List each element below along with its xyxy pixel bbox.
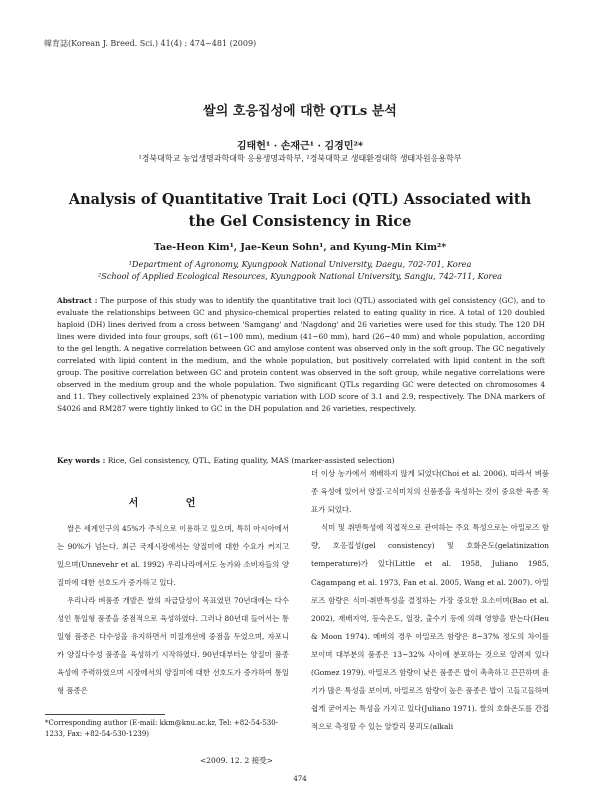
footnote-divider bbox=[45, 714, 165, 715]
abstract-text: The purpose of this study was to identify the quantitative trait loci (QTL) associated with gel consistency (GC), and to evaluate the relationships between GC and physico-chemical properties related to eating quality in rice. A total of 120 doubled haploid (DH) lines derived from a cross between 'Samgang' and 'Nagdong' and 26 varieties were used for this study. The 120 DH lines were divided into four groups, soft (61~100 mm), medium (41~60 mm), hard (26~40 mm) and whole population, according to the gel length. A negative correlation between GC and amylose content was observed only in the soft group. The GC negatively correlated with lipid content in the medium, and the whole population, but positively correlated with lipid content in the soft group. The positive correlation between GC and protein content was observed in the soft group, while negative correlations were observed in the medium group and the whole population. Two significant QTLs regarding GC were detected on chromosomes 4 and 11. They collectively explained 23% of phenotypic variation with LOD score of 3.1 and 2.9, respectively. The DNA markers of S4026 and RM287 were tightly linked to GC in the DH population and 26 varieties, respectively. bbox=[57, 296, 545, 413]
keywords-text: Rice, Gel consistency, QTL, Eating quality, MAS (marker-assisted selection) bbox=[107, 456, 395, 465]
intro-paragraph-2: 우리나라 벼품종 개발은 쌀의 자급달성이 목표였던 70년대에는 다수성인 통일형 품종을 중점적으로 육성하였다. 그러나 80년대 들어서는 통일형 품종은 다수성을 유지하면서 미질개선에 중점을 두었으며, 자포니카 양질다수성 품종을 육성하기 시작하였다. 90년대부터는 양질미 품종육성에 주력하였으며 시장에서의 양질미에 대한 선호도가 증가하여 통일형 품종은 bbox=[57, 596, 289, 695]
english-authors: Tae-Heon Kim¹, Jae-Keun Sohn¹, and Kyung-Min Kim²* bbox=[153, 242, 447, 253]
english-affiliations bbox=[60, 258, 540, 282]
korean-title: 쌀의 호응집성에 대한 QTLs 분석 bbox=[203, 104, 397, 119]
intro-paragraph-1: 쌀은 세계인구의 45%가 주식으로 이용하고 있으며, 특히 아시아에서는 90%가 넘는다. 최근 국제시장에서는 양질미에 대한 수요가 커지고 있으며(Unnevehr et al. 1992) 우리나라에서도 농가와 소비자들의 양질미에 대한 선호도가 증가하고 있다. bbox=[57, 524, 289, 587]
left-column bbox=[57, 520, 289, 700]
corresponding-author-footnote: *Corresponding author (E-mail: kkm@knu.ac.kr, Tel: +82-54-530-1233, Fax: +82-54-530-1239) bbox=[45, 719, 279, 738]
journal-citation: 韓育誌(Korean J. Breed. Sci.) 41(4) : 474~481 (2009) bbox=[44, 39, 257, 48]
affiliation-2: ²School of Applied Ecological Resources, Kyungpook National University, Sangju, 742-711, Korea bbox=[97, 271, 503, 281]
korean-authors: 김태헌¹ · 손재근¹ · 김경민²* bbox=[236, 141, 364, 152]
abstract bbox=[57, 295, 545, 415]
korean-affiliations: ¹경북대학교 농업생명과학대학 응용생명과학부, ²경북대학교 생태환경대학 생태자원응용학부 bbox=[138, 154, 462, 163]
keywords bbox=[57, 456, 545, 465]
abstract-label: Abstract : bbox=[57, 296, 98, 305]
received-date: <2009. 12. 2 接受> bbox=[200, 756, 273, 765]
english-title: Analysis of Quantitative Trait Loci (QTL) Associated with the Gel Consistency in Rice bbox=[68, 191, 532, 230]
intro-paragraph-3: 더 이상 농가에서 재배하지 않게 되었다(Choi et al. 2006). 따라서 벼품종 육성에 있어서 양질·고식미치의 신품종을 육성하는 것이 중요한 육종 목표가 되었다. bbox=[311, 469, 549, 515]
right-column bbox=[311, 465, 549, 736]
keywords-label: Key words : bbox=[57, 456, 106, 465]
intro-paragraph-4: 식미 및 취반특성에 직접적으로 관여하는 주요 특성으로는 아밀로즈 함량, 호응집성(gel consistency) 및 호화온도(gelatinization temperature)가 있다(Little et al. 1958, Juliano 1985, Cagampang et al. 1973, Fan et al. 2005, Wang et al. 2007). 아밀로즈 함량은 식미·취반특성을 결정하는 가장 중요한 요소이며(Bao et al. 2002), 재배지역, 등숙온도, 일장, 출수기 등에 의해 영향을 받는다(Heu & Moon 1974). 메벼의 경우 아밀로즈 함량은 8~37% 정도의 차이를 보이며 대부분의 품종은 13~32% 사이에 분포하는 것으로 알려져 있다(Gomez 1979). 아밀로즈 함량이 낮은 품종은 밥이 촉촉하고 끈끈하며 윤기가 많은 특성을 보이며, 아밀로즈 함량이 높은 품종은 밥이 고들고들하며 쉽게 굳어지는 특성을 가지고 있다(Juliano 1971). 쌀의 호화온도를 간접적으로 측정할 수 있는 알칼리 붕괴도(alkali bbox=[311, 523, 549, 732]
affiliation-1: ¹Department of Agronomy, Kyungpook National University, Daegu, 702-701, Korea bbox=[128, 259, 472, 269]
page-number: 474 bbox=[293, 775, 307, 783]
introduction-heading: 서 언 bbox=[128, 498, 218, 509]
